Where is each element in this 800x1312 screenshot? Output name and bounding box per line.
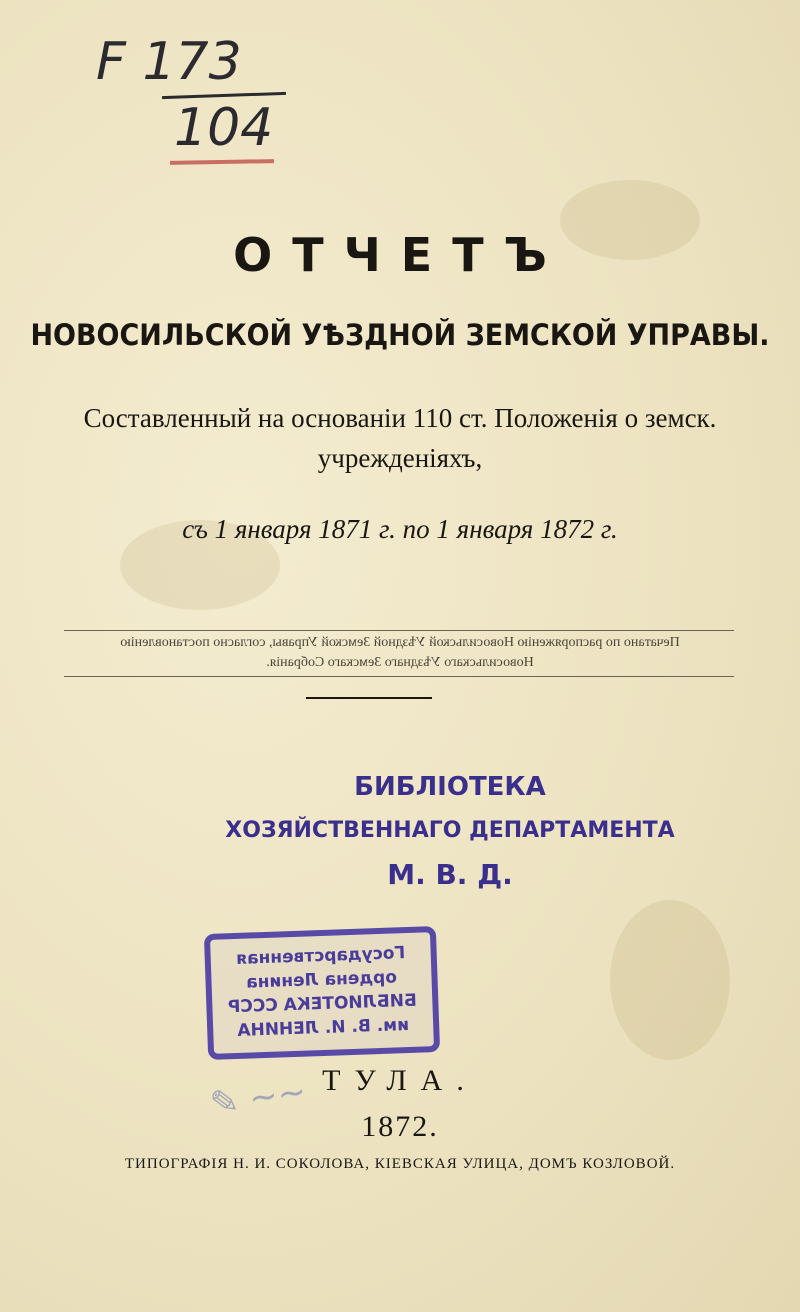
- lenin-stamp-line-2: ордена Ленина: [245, 967, 398, 993]
- report-period: съ 1 января 1871 г. по 1 января 1872 г.: [182, 514, 618, 544]
- note-line-1: Печатано по распоряженію Новосильской Уѣздной Земской Управы, согласно постановленію: [120, 635, 680, 650]
- shelfmark-line-2: 104: [174, 98, 274, 158]
- shelfmark: [96, 32, 296, 186]
- library-stamp-line-2: ХОЗЯЙСТВЕННАГО ДЕПАРТАМЕНТА: [225, 818, 675, 843]
- library-stamp-line-1: БИБЛІОТЕКА: [354, 772, 546, 802]
- lenin-stamp-line-3: БИБЛИОТЕКА СССР: [227, 990, 418, 1018]
- note-bottom-rule: [64, 676, 734, 677]
- basis-line-2: учрежденіяхъ,: [317, 443, 483, 473]
- city: ТУЛА.: [322, 1064, 478, 1097]
- note-line-2: Новосильскаго Уѣзднаго Земскаго Собранія.: [266, 655, 534, 670]
- red-pencil-mark: [170, 159, 274, 165]
- printing-note-mirrored: [40, 633, 760, 673]
- printer-imprint: ТИПОГРАФІЯ Н. И. СОКОЛОВА, КІЕВСКАЯ УЛИЦА, ДОМЪ КОЗЛОВОЙ.: [124, 1156, 676, 1172]
- publication-year: 1872.: [361, 1110, 439, 1143]
- shelfmark-line-1: F 173: [96, 32, 242, 92]
- lenin-stamp-line-4: им. В. И. ЛЕНИНА: [237, 1014, 410, 1041]
- lenin-library-stamp: [204, 926, 440, 1060]
- pencil-mark: ✎ ∼∼: [207, 1071, 309, 1125]
- paper-stain: [610, 900, 730, 1060]
- basis-line-1: Составленный на основаніи 110 ст. Положенія о земск.: [83, 403, 717, 433]
- section-divider: [306, 697, 432, 699]
- note-top-rule: [64, 630, 734, 631]
- basis-statement: [0, 398, 800, 478]
- library-stamp-line-3: М. В. Д.: [387, 858, 513, 891]
- lenin-stamp-line-1: Государственная: [235, 943, 406, 969]
- document-title: ОТЧЕТЪ: [233, 228, 567, 282]
- document-subtitle: НОВОСИЛЬСКОЙ УѢЗДНОЙ ЗЕМСКОЙ УПРАВЫ.: [30, 318, 770, 352]
